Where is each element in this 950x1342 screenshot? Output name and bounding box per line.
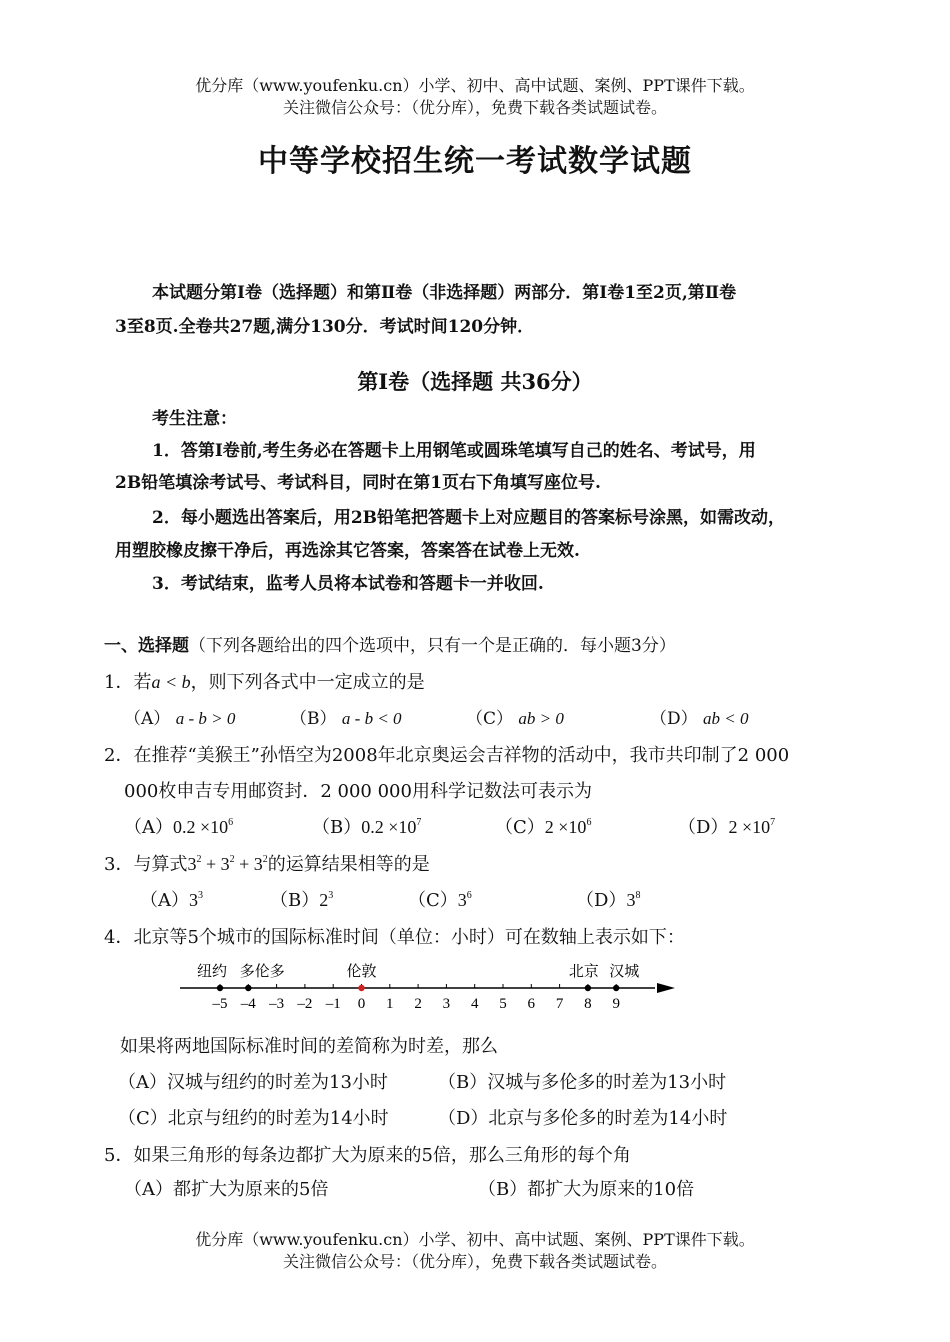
tick-label: 6	[527, 996, 536, 1012]
part1-heading-rest: （下列各题给出的四个选项中，只有一个是正确的．每小题3分）	[189, 636, 676, 656]
q1-option-d-label: （D）	[650, 709, 698, 729]
header-line-2: 关注微信公众号：（优分库），免费下载各类试题试卷。	[282, 98, 667, 117]
q5-option-b: （B）都扩大为原来的10倍	[478, 1179, 695, 1200]
q3-option-c-label: （C）	[408, 890, 458, 911]
q1-option-c-label: （C）	[466, 709, 514, 729]
q2-option-c-base: 2 ×10	[544, 817, 587, 837]
q2-line-1: 2．在推荐“美猴王”孙悟空为2008年北京奥运会吉祥物的活动中，我市共印制了2 000	[104, 745, 790, 766]
q2-option-b	[312, 813, 421, 839]
q1-stem-a: 1．若	[104, 672, 152, 693]
header-line-1: 优分库（www.youfenku.cn）小学、初中、高中试题、案例、PPT课件下载。	[195, 76, 755, 95]
q2-option-d-exp: 7	[770, 817, 776, 828]
q1-option-a	[124, 704, 235, 729]
q1-stem	[104, 668, 425, 694]
tick-label: –4	[240, 996, 256, 1012]
section-heading: 第Ⅰ卷（选择题 共36分）	[357, 369, 593, 394]
q3-stem	[104, 850, 430, 876]
number-line-arrow-icon	[657, 983, 675, 993]
q2-option-d	[678, 813, 775, 839]
city-label: 北京	[568, 962, 599, 980]
q2-option-b-label: （B）	[312, 817, 362, 838]
tick-label: –2	[297, 996, 313, 1012]
q4-option-a: （A）汉城与纽约的时差为13小时	[118, 1072, 388, 1093]
q1-option-b	[290, 704, 402, 729]
city-point	[613, 985, 619, 991]
q3-stem-a: 3．与算式	[104, 854, 188, 875]
q3-option-b	[270, 886, 333, 912]
q3-option-d-exp: 8	[635, 890, 641, 901]
q3-option-d-label: （D）	[576, 890, 627, 911]
q2-option-b-exp: 7	[416, 817, 422, 828]
tick-label: –3	[269, 996, 285, 1012]
q2-line-2: 000枚申吉专用邮资封．2 000 000用科学记数法可表示为	[124, 781, 592, 802]
tick-label: 2	[414, 996, 422, 1012]
q1-option-c-expr: ab > 0	[518, 709, 564, 728]
tick-label: 9	[612, 996, 620, 1012]
city-label: 汉城	[609, 962, 640, 980]
q3-option-a	[140, 886, 203, 912]
q2-option-d-base: 2 ×10	[728, 817, 771, 837]
q1-option-b-label: （B）	[290, 709, 337, 729]
city-point	[585, 985, 591, 991]
q5-stem: 5．如果三角形的每条边都扩大为原来的5倍，那么三角形的每个角	[104, 1145, 631, 1166]
q2-option-a	[124, 813, 233, 839]
city-label: 多伦多	[239, 962, 285, 980]
q3-option-a-exp: 3	[198, 890, 203, 901]
q1-option-a-label: （A）	[124, 709, 171, 729]
city-point	[245, 985, 251, 991]
q1-option-b-expr: a - b < 0	[341, 709, 402, 728]
q3-option-b-label: （B）	[270, 890, 320, 911]
q1-option-d-expr: ab < 0	[703, 709, 749, 728]
note-2b: 用塑胶橡皮擦干净后，再选涂其它答案，答案答在试卷上无效.	[115, 541, 580, 561]
q2-option-c-label: （C）	[495, 817, 545, 838]
q3-option-c	[408, 886, 472, 912]
tick-label: 0	[357, 996, 366, 1012]
q3-option-d-base: 3	[626, 890, 636, 910]
city-label: 纽约	[196, 962, 228, 980]
tick-label: 4	[470, 996, 479, 1012]
q3-option-d	[576, 886, 640, 912]
q2-option-a-label: （A）	[124, 817, 173, 838]
note-1a: 1．答第Ⅰ卷前,考生务必在答题卡上用钢笔或圆珠笔填写自己的姓名、考试号，用	[152, 441, 756, 461]
tick-label: 5	[499, 996, 507, 1012]
tick-label: 1	[386, 996, 394, 1012]
note-3: 3．考试结束，监考人员将本试卷和答题卡一并收回.	[152, 574, 544, 594]
q2-option-c-exp: 6	[586, 817, 592, 828]
q2-option-d-label: （D）	[678, 817, 729, 838]
q5-option-a: （A）都扩大为原来的5倍	[124, 1179, 329, 1200]
q1-option-a-expr: a - b > 0	[175, 709, 236, 728]
q3-option-a-base: 3	[189, 890, 198, 910]
tick-label: 3	[442, 996, 451, 1012]
q4-stem: 4．北京等5个城市的国际标准时间（单位：小时）可在数轴上表示如下：	[104, 927, 685, 948]
q1-option-c	[466, 704, 564, 729]
q4-option-c: （C）北京与纽约的时差为14小时	[118, 1108, 389, 1129]
number-line	[175, 958, 685, 1018]
q4-option-b: （B）汉城与多伦多的时差为13小时	[438, 1072, 727, 1093]
q3-option-b-base: 2	[319, 890, 329, 910]
footer-line-2: 关注微信公众号：（优分库），免费下载各类试题试卷。	[282, 1252, 667, 1271]
q4-followup: 如果将两地国际标准时间的差简称为时差，那么	[120, 1036, 498, 1057]
city-label: 伦敦	[346, 962, 377, 980]
tick-label: –1	[325, 996, 341, 1012]
notice-title: 考生注意：	[152, 409, 237, 429]
q2-option-a-base: 0.2 ×10	[173, 817, 229, 837]
q2-option-b-base: 0.2 ×10	[361, 817, 417, 837]
q3-option-c-base: 3	[457, 890, 467, 910]
q2-option-c	[495, 813, 591, 839]
footer-line-1: 优分库（www.youfenku.cn）小学、初中、高中试题、案例、PPT课件下载。	[195, 1230, 755, 1249]
note-2a: 2．每小题选出答案后，用2B铅笔把答题卡上对应题目的答案标号涂黑，如需改动，	[152, 508, 786, 528]
intro-line-1: 本试题分第Ⅰ卷（选择题）和第Ⅱ卷（非选择题）两部分．第Ⅰ卷1至2页,第Ⅱ卷	[152, 283, 737, 303]
city-point	[217, 985, 223, 991]
q3-expr: $3^2 + 3^2 + 3^2$	[187, 854, 268, 874]
tick-label: –5	[212, 996, 228, 1012]
q2-option-a-exp: 6	[228, 817, 234, 828]
tick-label: 8	[584, 996, 592, 1012]
q1-stem-math: a < b	[151, 672, 191, 692]
q1-stem-b: ，则下列各式中一定成立的是	[190, 672, 425, 693]
q3-option-a-label: （A）	[140, 890, 189, 911]
part1-heading-bold: 一、选择题	[104, 636, 189, 656]
q3-option-c-exp: 6	[466, 890, 472, 901]
city-point	[358, 985, 364, 991]
intro-line-2: 3至8页.全卷共27题,满分130分．考试时间120分钟．	[115, 317, 535, 337]
note-1b: 2B铅笔填涂考试号、考试科目，同时在第1页右下角填写座位号.	[115, 473, 601, 493]
page-title: 中等学校招生统一考试数学试题	[258, 144, 692, 179]
q1-option-d	[650, 704, 749, 729]
q4-option-d: （D）北京与多伦多的时差为14小时	[438, 1108, 728, 1129]
part1-heading	[104, 631, 676, 656]
q3-stem-b: 的运算结果相等的是	[267, 854, 430, 875]
q3-option-b-exp: 3	[328, 890, 334, 901]
tick-label: 7	[555, 996, 564, 1012]
